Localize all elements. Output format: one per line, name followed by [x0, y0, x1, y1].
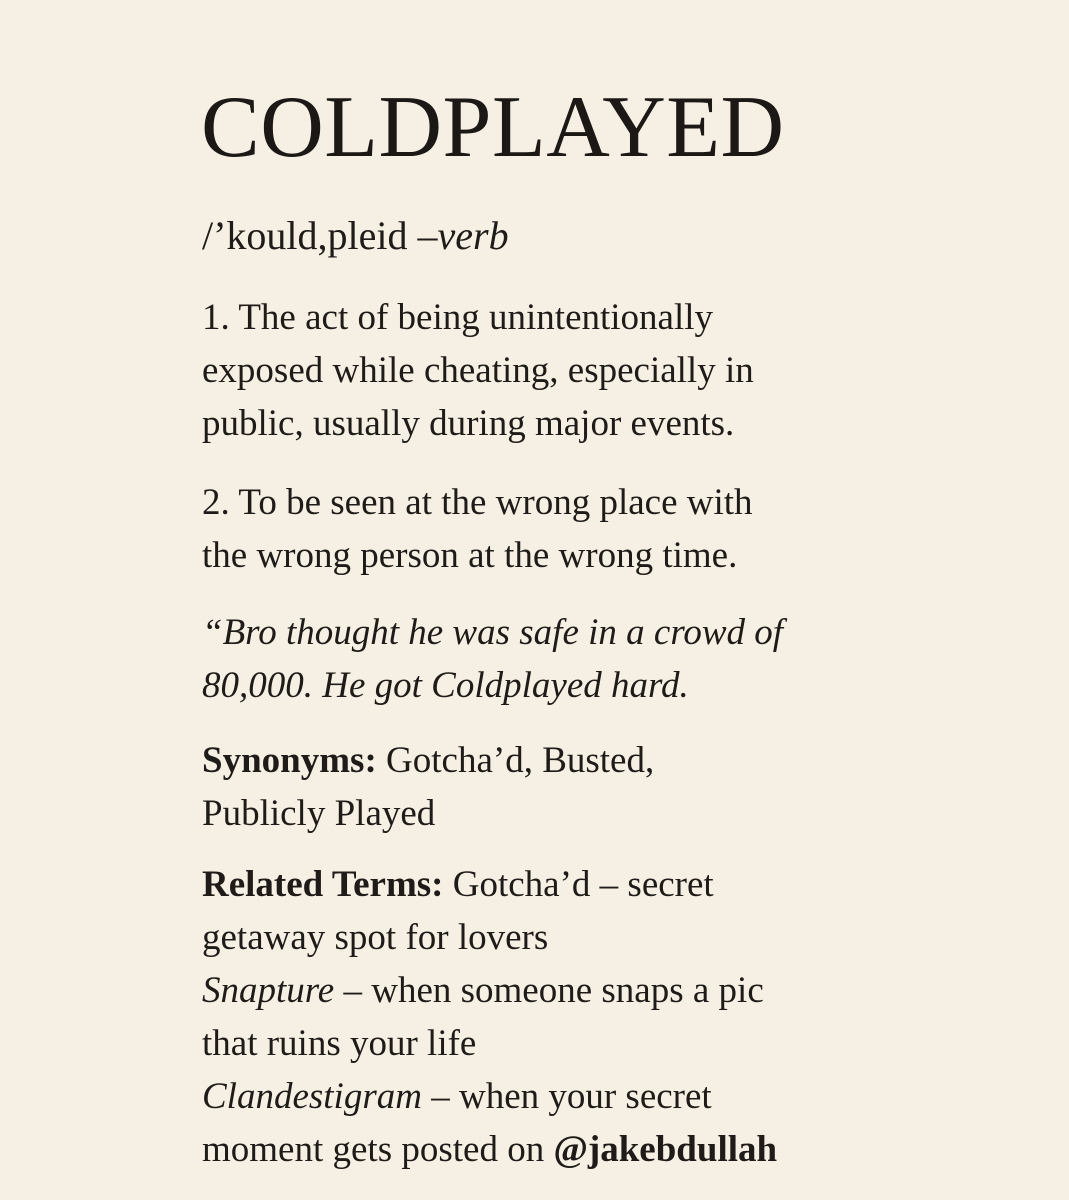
synonyms-line — [202, 734, 982, 787]
definition-2 — [202, 476, 982, 582]
related-line — [202, 858, 982, 911]
related-term-name: Snapture — [202, 970, 335, 1011]
pos-dash: – — [417, 213, 438, 258]
related-line — [202, 964, 982, 1017]
author-handle: @jakebdullah — [553, 1129, 778, 1170]
example-line: “Bro thought he was safe in a crowd of — [202, 612, 784, 653]
definition-line: 2. To be seen at the wrong place with — [202, 482, 753, 523]
related-term-name: Clandestigram — [202, 1076, 422, 1117]
related-line — [202, 1070, 982, 1123]
synonyms-section — [202, 734, 982, 840]
related-terms-section — [202, 858, 982, 1176]
related-terms-label: Related Terms: — [202, 864, 444, 905]
synonyms-line: Publicly Played — [202, 793, 436, 834]
related-term-definition: – when your secret — [421, 1076, 712, 1117]
related-term-definition: – when someone snaps a pic — [334, 970, 764, 1011]
related-term-definition-cont: moment gets posted on — [202, 1129, 554, 1170]
definition-line: exposed while cheating, especially in — [202, 350, 754, 391]
part-of-speech: verb — [437, 213, 509, 258]
synonyms-text: Gotcha’d, Busted, — [376, 740, 655, 781]
headword: COLDPLAYED — [201, 79, 785, 176]
definition-line: public, usually during major events. — [202, 403, 735, 444]
pronunciation: /’kould,pleid — [202, 213, 408, 258]
usage-example — [202, 606, 982, 712]
related-line: that ruins your life — [202, 1023, 477, 1064]
related-line — [202, 1123, 982, 1176]
example-line: 80,000. He got Coldplayed hard. — [202, 665, 689, 706]
related-line: getaway spot for lovers — [202, 917, 549, 958]
synonyms-label: Synonyms: — [202, 740, 377, 781]
definition-line: 1. The act of being unintentionally — [202, 297, 714, 338]
definition-1 — [202, 291, 982, 450]
related-term-text: Gotcha’d – secret — [443, 864, 714, 905]
definition-line: the wrong person at the wrong time. — [202, 535, 738, 576]
pronunciation-line — [202, 214, 509, 258]
